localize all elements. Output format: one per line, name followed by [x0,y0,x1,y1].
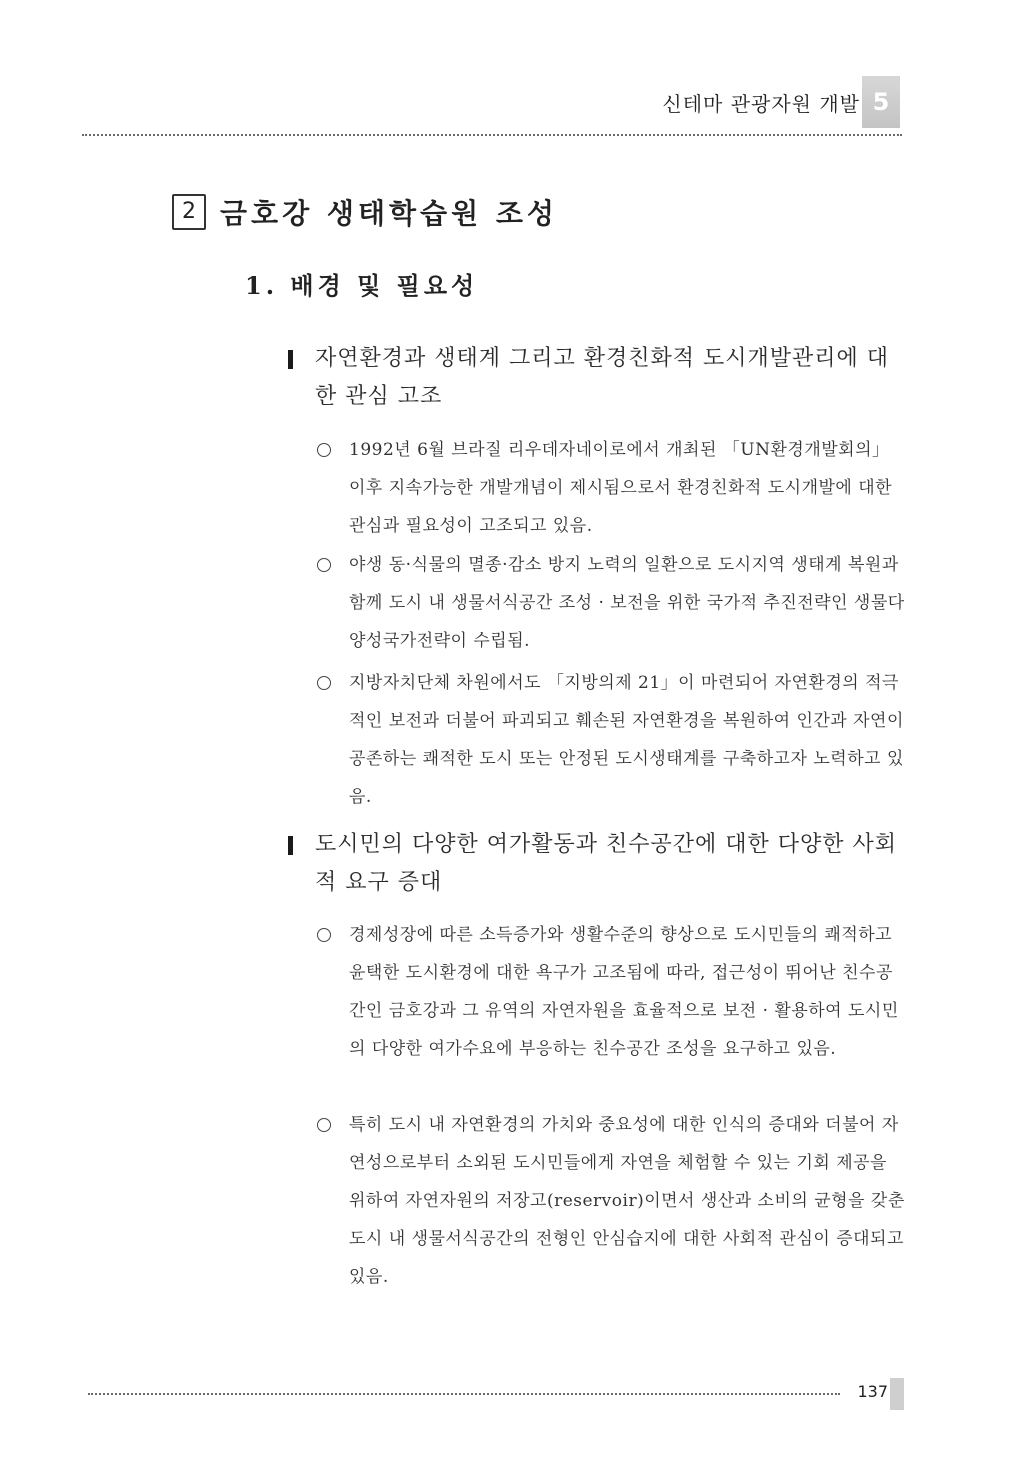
topic-heading-text: 도시민의 다양한 여가활동과 친수공간에 대한 다양한 사회적 요구 증대 [315,832,898,895]
list-item [315,1106,905,1296]
header-divider [82,134,902,136]
topic-bar-icon [288,836,293,855]
page-edge-tab [890,1378,904,1410]
running-header: 신테마 관광자원 개발 [662,92,860,116]
chapter-tab: 5 [862,76,900,128]
list-item-text: 야생 동·식물의 멸종·감소 방지 노력의 일환으로 도시지역 생태계 복원과 함께 도시 내 생물서식공간 조성 · 보전을 위한 국가적 추진전략인 생물다양성국가전략이 수립됨. [349,555,905,651]
page-number: 137 [857,1382,888,1401]
circle-bullet-icon [317,1118,331,1132]
subsection-title: 1. 배경 및 필요성 [245,271,479,300]
topic-heading [286,340,906,416]
list-item [315,916,905,1068]
section-heading [172,192,558,232]
circle-bullet-icon [317,676,331,690]
list-item [315,431,905,545]
list-item [315,546,905,660]
topic-heading [286,826,906,902]
list-item [315,664,905,816]
topic-bar-icon [288,350,293,369]
list-item-text: 1992년 6월 브라질 리우데자네이로에서 개최된 「UN환경개발회의」 이후 지속가능한 개발개념이 제시됨으로서 환경친화적 도시개발에 대한 관심과 필요성이 고조되고 있음. [349,440,893,536]
list-item-text: 특히 도시 내 자연환경의 가치와 중요성에 대한 인식의 증대와 더불어 자연성으로부터 소외된 도시민들에게 자연을 체험할 수 있는 기회 제공을 위하여 자연자원의 저장고(reservoir)이면서 생산과 소비의 균형을 갖춘 도시 내 생물서식공간의 전형인 안심습지에 대한 사회적 관심이 증대되고 있음. [349,1115,905,1287]
list-item-text: 경제성장에 따른 소득증가와 생활수준의 향상으로 도시민들의 쾌적하고 윤택한 도시환경에 대한 욕구가 고조됨에 따라, 접근성이 뛰어난 친수공간인 금호강과 그 유역의 자연자원을 효율적으로 보전 · 활용하여 도시민의 다양한 여가수요에 부응하는 친수공간 조성을 요구하고 있음. [349,925,899,1059]
footer-divider [88,1393,840,1395]
topic-heading-text: 자연환경과 생태계 그리고 환경친화적 도시개발관리에 대한 관심 고조 [315,346,890,409]
circle-bullet-icon [317,928,331,942]
circle-bullet-icon [317,443,331,457]
section-number-box: 2 [172,194,206,230]
section-title: 금호강 생태학습원 조성 [220,197,558,230]
circle-bullet-icon [317,558,331,572]
list-item-text: 지방자치단체 차원에서도 「지방의제 21」이 마련되어 자연환경의 적극적인 보전과 더불어 파괴되고 훼손된 자연환경을 복원하여 인간과 자연이 공존하는 쾌적한 도시 또는 안정된 도시생태계를 구축하고자 노력하고 있음. [349,673,904,807]
